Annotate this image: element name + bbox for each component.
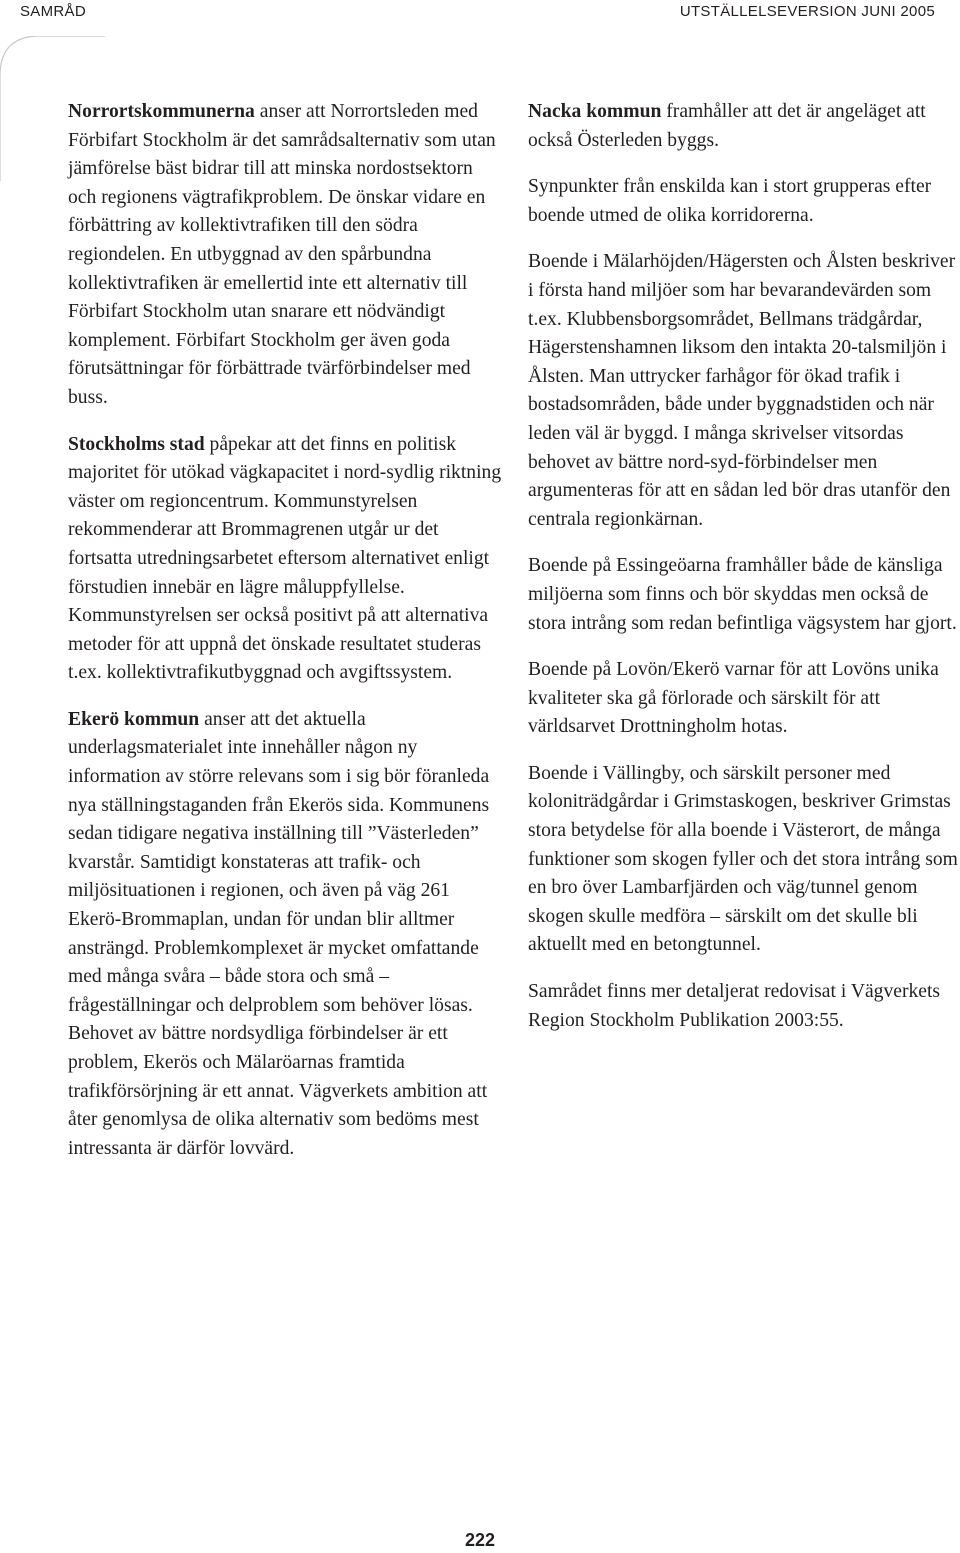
paragraph-text: anser att Norrortsleden med Förbifart Stockholm är det samrådsalternativ som utan jämförelse bäst bidrar till att minska nordostsektorn och regionens vägtrafikproblem. De önskar vidare en förbättring av kollektivtrafiken till den södra regiondelen. En utbyggnad av den spårbundna kollektivtrafiken är emellertid inte ett alternativ till Förbifart Stockholm utan snarare ett nödvändigt komplement. Förbifart Stockholm ger även goda förutsättningar för förbättrade tvärförbindelser med buss. <box>68 101 496 408</box>
paragraph-malarhojden: Boende i Mälarhöjden/Hägersten och Ålsten beskriver i första hand miljöer som har bevarandevärden som t.ex. Klubbensborgsområdet, Bellmans trädgårdar, Hägerstenshamnen liksom den intakta 20-talsmiljön i Ålsten. Man uttrycker farhågor för ökad trafik i bostadsområden, både under byggnadstiden och när leden väl är byggd. I många skrivelser vitsordas behovet av bättre nord-syd-förbindelser men argumenteras för att en sådan led bör dras utanför den centrala regionkärnan. <box>528 251 956 530</box>
paragraph-lead: Norrortskommunerna <box>68 101 255 122</box>
paragraph-lovon-ekero: Boende på Lovön/Ekerö varnar för att Lovöns unika kvaliteter ska gå förlorade och särskilt för att världsarvet Drottningholm hotas. <box>528 659 939 738</box>
right-text-column <box>528 98 958 1053</box>
page-number: 222 <box>464 1530 496 1550</box>
paragraph-text: anser att det aktuella underlagsmaterialet inte innehåller någon ny information av större relevans som i sig bör föranleda nya ställningstaganden från Ekerös sida. Kommunens sedan tidigare negativa inställning till ”Västerleden” kvarstår. Samtidigt konstateras att trafik- och miljösituationen i regionen, och även på väg 261 Ekerö-Brommaplan, undan för undan blir alltmer ansträngd. Problemkomplexet är mycket omfattande med många svåra – både stora och små – frågeställningar och delproblem som behöver lösas. Behovet av bättre nordsydliga förbindelser är ett problem, Ekerös och Mälaröarnas framtida trafikförsörjning är ett annat. Vägverkets ambition att åter genomlysa de olika alternativ som bedöms mest intressanta är därför lovvärd. <box>68 708 490 1159</box>
paragraph-lead: Nacka kommun <box>528 101 662 122</box>
paragraph-lead: Stockholms stad <box>68 433 205 455</box>
paragraph-stockholms-stad <box>68 431 504 688</box>
paragraph-text: framhåller att det är angeläget att också Österleden byggs. <box>528 101 926 151</box>
paragraph-ekero-kommun <box>68 706 504 1164</box>
left-text-column <box>68 98 504 1181</box>
header-right-label: UTSTÄLLELSEVERSION JUNI 2005 <box>679 3 935 20</box>
paragraph-norrortskommunerna <box>68 98 504 413</box>
paragraph-vallingby: Boende i Vällingby, och särskilt personer med koloniträdgårdar i Grimstaskogen, beskriver Grimstas stora betydelse för alla boende i Västerort, de många funktioner som skogen fyller och det stora intrång som en bro över Lambarfjärden och väg/tunnel genom skogen skulle medföra – särskilt om det skulle bli aktuellt med en betongtunnel. <box>528 762 958 956</box>
paragraph-text: påpekar att det finns en politisk majoritet för utökad vägkapacitet i nord-sydlig riktning väster om regioncentrum. Kommunstyrelsen rekommenderar att Brommagrenen utgår ur det fortsatta utredningsarbetet eftersom alternativet enligt förstudien innebär en lägre måluppfyllelse. Kommunstyrelsen ser också positivt på att alternativa metoder för att uppnå det önskade resultatet studeras t.ex. kollektivtrafikutbyggnad och avgiftssystem. <box>68 433 502 684</box>
paragraph-samradet: Samrådet finns mer detaljerat redovisat i Vägverkets Region Stockholm Publikation 2003:55. <box>528 981 941 1031</box>
paragraph-nacka-kommun <box>528 98 958 155</box>
paragraph-lead: Ekerö kommun <box>68 708 200 730</box>
paragraph-synpunkter: Synpunkter från enskilda kan i stort grupperas efter boende utmed de olika korridorerna. <box>528 176 932 226</box>
paragraph-essingeoarna: Boende på Essingeöarna framhåller både de känsliga miljöerna som finns och bör skyddas men också de stora intrång som redan befintliga vägsystem har gjort. <box>528 555 957 634</box>
header-left-label: SAMRÅD <box>20 3 86 20</box>
